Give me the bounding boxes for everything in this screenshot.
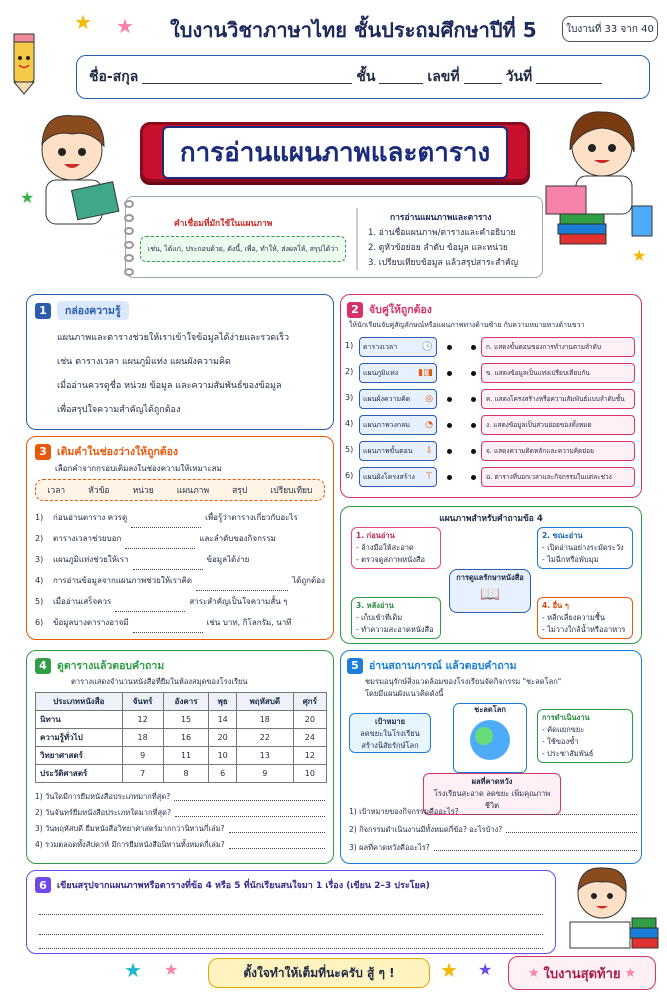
star-icon: ★ — [624, 965, 637, 981]
result-body: โรงเรียนสะอาด ลดขยะ เพิ่มคุณภาพชีวิต — [433, 789, 551, 810]
table-cell: 16 — [163, 729, 209, 747]
section-number: 3 — [35, 444, 51, 460]
match-left-item[interactable] — [359, 363, 437, 383]
question-text: 2) กิจกรรมดำเนินงานมีทั้งหมดกี่ข้อ? อะไรบ้าง? — [349, 825, 503, 834]
fill-blank[interactable] — [133, 549, 203, 570]
question-text: 1) วันใดมีการยืมหนังสือประเภทมากที่สุด? — [35, 792, 171, 801]
question-row — [35, 789, 325, 805]
fill-number: 3) — [35, 555, 44, 564]
title-banner — [140, 122, 530, 182]
table-cell: 22 — [236, 729, 293, 747]
match-right-item: ง. แสดงข้อมูลเป็นส่วนย่อยของทั้งหมด — [481, 415, 635, 435]
match-left-label: แผนภูมิแท่ง — [363, 368, 399, 377]
branch-title: 3. หลังอ่าน — [356, 601, 394, 610]
star-icon: ★ — [124, 958, 142, 982]
fill-text-a: ก่อนอ่านตาราง ควรดู — [53, 513, 128, 522]
section-number: 1 — [35, 303, 51, 319]
knowledge-line: แผนภาพและตารางช่วยให้เราเข้าใจข้อมูลได้ง่ายและรวดเร็ว — [57, 333, 290, 343]
answer-line[interactable] — [39, 919, 543, 935]
question-text: 1) เป้าหมายของกิจกรรมคืออะไร? — [349, 807, 459, 816]
last-worksheet-badge — [508, 956, 656, 990]
star-icon: ★ — [440, 958, 458, 982]
situation-intro: โดยมีแผนผังแนวคิดดังนี้ — [365, 689, 444, 698]
table-cell: 18 — [122, 729, 163, 747]
fill-text-a: เมื่ออ่านเสร็จควร — [53, 597, 112, 606]
answer-line[interactable] — [434, 839, 637, 851]
section-number: 5 — [347, 658, 363, 674]
fill-number: 4) — [35, 576, 44, 585]
bar-chart-icon: ▮▯▮ — [418, 368, 433, 378]
table-row — [36, 765, 327, 783]
section-title: อ่านสถานการณ์ แล้วตอบคำถาม — [369, 660, 517, 672]
table-cell: 9 — [122, 747, 163, 765]
star-icon: ★ — [20, 188, 35, 207]
connectors-box: เช่น, ได้แก่, ประกอบด้วย, ดังนี้, เพื่อ, ทำให้, ส่งผลให้, สรุปได้ว่า — [140, 236, 346, 262]
date-field[interactable] — [536, 70, 602, 84]
situation-intro: ชมรมอนุรักษ์สิ่งแวดล้อมของโรงเรียนจัดกิจกรรม "ชะลดโลก" — [365, 677, 562, 686]
section-title: กล่องความรู้ — [57, 301, 129, 320]
star-icon: ★ — [164, 960, 179, 979]
borrowing-table — [35, 692, 327, 783]
mindmap-branch-during — [537, 527, 633, 569]
knowledge-line: เพื่อสรุปใจความสำคัญได้ถูกต้อง — [57, 405, 181, 415]
notebook-rings — [124, 200, 134, 276]
match-left-label: ตารางเวลา — [363, 342, 398, 351]
section-number: 2 — [347, 302, 363, 318]
activities-box — [537, 709, 633, 763]
match-left-item[interactable] — [359, 415, 437, 435]
mindmap-center — [449, 569, 531, 613]
answer-line[interactable] — [506, 821, 637, 833]
pencil-mascot-icon — [6, 32, 42, 96]
word-bank-item: หน่วย — [132, 486, 154, 496]
word-bank-item: แผนภาพ — [176, 486, 210, 496]
mindmap-branch-before — [351, 527, 441, 569]
fill-text-a: การอ่านข้อมูลจากแผนภาพช่วยให้เราคิด — [53, 576, 193, 585]
branch-title: 1. ก่อนอ่าน — [356, 531, 395, 540]
fill-blank[interactable] — [115, 591, 185, 612]
page-badge: ใบงานที่ 33 จาก 40 — [562, 16, 658, 42]
fill-text-b: เพื่อรู้ว่าตารางเกี่ยวกับอะไร — [205, 513, 298, 522]
name-label: ชื่อ-สกุล — [89, 69, 139, 85]
branch-item: - ล้างมือให้สะอาด — [356, 543, 414, 552]
star-icon: ★ — [74, 10, 92, 34]
table-cell: 10 — [209, 747, 237, 765]
match-number: 1) — [345, 341, 354, 350]
knowledge-line: เมื่ออ่านควรดูชื่อ หน่วย ข้อมูล และความสัมพันธ์ของข้อมูล — [57, 381, 282, 391]
match-dot[interactable] — [447, 475, 452, 480]
class-field[interactable] — [379, 70, 423, 84]
fill-number: 6) — [35, 618, 44, 627]
section-title: เขียนสรุปจากแผนภาพหรือตารางที่ข้อ 4 หรือ 5 ที่นักเรียนสนใจมา 1 เรื่อง (เขียน 2–3 ประโยค) — [57, 881, 430, 891]
table-cell: 24 — [293, 729, 326, 747]
table-cell: นิทาน — [36, 711, 123, 729]
question-text: 2) วันจันทร์ยืมหนังสือประเภทใดมากที่สุด? — [35, 808, 171, 817]
table-caption: ตารางแสดงจำนวนหนังสือที่ยืมในห้องสมุดของโรงเรียน — [71, 677, 248, 686]
table-cell: 6 — [209, 765, 237, 783]
campaign-center — [453, 703, 527, 773]
section-number: 6 — [35, 877, 51, 893]
reading-step: 1. อ่านชื่อแผนภาพ/ตารางและคำอธิบาย — [368, 228, 516, 238]
answer-line[interactable] — [39, 899, 543, 915]
match-dot[interactable] — [447, 449, 452, 454]
section-5-situation — [340, 650, 642, 864]
fill-text-b: เช่น บาท, กิโลกรัม, นาที — [206, 618, 292, 627]
match-dot[interactable] — [471, 475, 476, 480]
match-left-label: แผนภาพวงกลม — [363, 420, 411, 429]
match-left-label: แผนภาพขั้นตอน — [363, 446, 413, 455]
match-number: 4) — [345, 419, 354, 428]
star-icon: ★ — [478, 960, 493, 979]
match-left-item[interactable] — [359, 441, 437, 461]
branch-title: 4. อื่น ๆ — [542, 601, 569, 610]
goal-title: เป้าหมาย — [374, 717, 406, 726]
fill-number: 1) — [35, 513, 44, 522]
question-row — [349, 839, 637, 857]
book-care-mindmap — [340, 506, 642, 644]
knowledge-line: เช่น ตารางเวลา แผนภูมิแท่ง แผนผังความคิด — [57, 357, 231, 367]
section-title: เติมคำในช่องว่างให้ถูกต้อง — [57, 446, 179, 458]
section-4-table — [26, 650, 334, 864]
branch-item: - ทำความสะอาดหนังสือ — [356, 625, 434, 634]
table-header-cell: พุธ — [209, 693, 237, 711]
fill-text-a: แผนภูมิแท่งช่วยให้เรา — [53, 555, 129, 564]
table-row — [36, 711, 327, 729]
notebook-divider — [356, 208, 358, 270]
last-worksheet-label: ใบงานสุดท้าย — [543, 966, 621, 982]
book-icon: 📖 — [480, 584, 500, 603]
banner-title: การอ่านแผนภาพและตาราง — [162, 126, 508, 179]
fill-row — [35, 612, 325, 633]
matching-instruction: ให้นักเรียนจับคู่สัญลักษณ์หรือแผนภาพทางด้านซ้าย กับความหมายทางด้านขวา — [349, 321, 585, 329]
question-text: 3) ผลที่คาดหวังคืออะไร? — [349, 843, 430, 852]
answer-line[interactable] — [174, 789, 325, 801]
question-row — [35, 837, 325, 853]
word-bank-item: หัวข้อ — [88, 486, 110, 496]
fill-row — [35, 591, 325, 612]
table-cell: 18 — [236, 711, 293, 729]
table-header-cell: พฤหัสบดี — [236, 693, 293, 711]
word-bank-item: เวลา — [47, 486, 66, 496]
table-cell: 12 — [122, 711, 163, 729]
question-text: 4) รวมตลอดทั้งสัปดาห์ มีการยืมหนังสือนิทานทั้งหมดกี่เล่ม? — [35, 840, 225, 849]
answer-line[interactable] — [229, 837, 325, 849]
word-bank-item: สรุป — [232, 486, 248, 496]
match-dot[interactable] — [447, 371, 452, 376]
campaign-label: ชะลดโลก — [474, 705, 506, 714]
fill-text-b: สาระสำคัญเป็นใจความสั้น ๆ — [189, 597, 288, 606]
branch-item: - ตรวจดูสภาพหนังสือ — [356, 555, 425, 564]
table-cell: ประวัติศาสตร์ — [36, 765, 123, 783]
match-left-item[interactable] — [359, 337, 437, 357]
activities-title: การดำเนินงาน — [542, 713, 590, 722]
match-dot[interactable] — [447, 423, 452, 428]
section-1-knowledge — [26, 294, 334, 430]
answer-line[interactable] — [175, 805, 325, 817]
connectors-title: คำเชื่อมที่มักใช้ในแผนภาพ — [174, 219, 273, 229]
motto-banner: ตั้งใจทำให้เต็มที่นะครับ สู้ ๆ ! — [208, 958, 430, 988]
match-right-item: ฉ. ตารางที่บอกเวลาและกิจกรรมในแต่ละช่วง — [481, 467, 635, 487]
reading-steps-title: การอ่านแผนภาพและตาราง — [390, 213, 492, 223]
table-header-cell: จันทร์ — [122, 693, 163, 711]
section-6-summary — [26, 870, 556, 954]
table-cell: 15 — [163, 711, 209, 729]
table-row — [36, 729, 327, 747]
table-cell: 13 — [236, 747, 293, 765]
reading-step: 3. เปรียบเทียบข้อมูล แล้วสรุปสาระสำคัญ — [368, 258, 518, 268]
branch-item: - เปิดอ่านอย่างระมัดระวัง — [542, 543, 624, 552]
fill-row — [35, 549, 325, 570]
question-row — [349, 803, 637, 821]
table-header-cell: อังคาร — [163, 693, 209, 711]
branch-item: - เก็บเข้าที่เดิม — [356, 613, 403, 622]
branch-item: - ไม่ฉีกหรือพับมุม — [542, 555, 599, 564]
globe-icon — [470, 720, 510, 760]
mindmap-title: แผนภาพสำหรับคำถามข้อ 4 — [439, 514, 543, 524]
table-cell: 8 — [163, 765, 209, 783]
activity-item: - ประชาสัมพันธ์ — [542, 749, 594, 758]
answer-line[interactable] — [39, 935, 543, 949]
section-number: 4 — [35, 658, 51, 674]
table-cell: 14 — [209, 711, 237, 729]
match-left-item[interactable] — [359, 389, 437, 409]
answer-line[interactable] — [463, 803, 637, 815]
number-label: เลขที่ — [427, 69, 460, 85]
word-bank — [35, 479, 325, 501]
goal-body: ลดขยะในโรงเรียน สร้างนิสัยรักษ์โลก — [360, 729, 420, 750]
name-field[interactable] — [142, 70, 352, 84]
mindmap-icon: ◎ — [425, 394, 433, 404]
fill-text-a: ตารางเวลาช่วยบอก — [53, 534, 122, 543]
table-cell: 11 — [163, 747, 209, 765]
section-3-fill-blank — [26, 436, 334, 640]
table-header-cell: ประเภทหนังสือ — [36, 693, 123, 711]
section-title: จับคู่ให้ถูกต้อง — [369, 304, 432, 316]
star-icon: ★ — [116, 14, 134, 38]
number-field[interactable] — [464, 70, 502, 84]
match-right-item: จ. แสดงความคิดหลักและความคิดย่อย — [481, 441, 635, 461]
page-title: ใบงานวิชาภาษาไทย ชั้นประถมศึกษาปีที่ 5 — [170, 18, 537, 42]
table-cell: 10 — [293, 765, 326, 783]
fill-row — [35, 528, 325, 549]
table-header-cell: ศุกร์ — [293, 693, 326, 711]
fill-blank[interactable] — [133, 612, 203, 633]
question-row — [35, 821, 325, 837]
reading-step: 2. ดูหัวข้อย่อย ลำดับ ข้อมูล และหน่วย — [368, 243, 508, 253]
question-row — [35, 805, 325, 821]
answer-line[interactable] — [229, 821, 326, 833]
reading-steps-list — [368, 226, 518, 271]
match-right-item: ค. แสดงโครงสร้างหรือความสัมพันธ์แบบลำดับชั้น — [481, 389, 635, 409]
org-chart-icon: ⊤ — [425, 472, 433, 482]
match-number: 3) — [345, 393, 354, 402]
match-right-item: ข. แสดงข้อมูลเป็นแท่งเปรียบเทียบกัน — [481, 363, 635, 383]
table-cell: 20 — [209, 729, 237, 747]
activity-item: - ใช้ของซ้ำ — [542, 737, 579, 746]
section-title: ดูตารางแล้วตอบคำถาม — [57, 660, 165, 672]
question-row — [349, 821, 637, 839]
fill-blank[interactable] — [125, 528, 195, 549]
boy-writing-illustration — [562, 860, 660, 958]
student-info-bar — [76, 55, 650, 99]
match-dot[interactable] — [471, 423, 476, 428]
mindmap-branch-other — [537, 597, 633, 639]
goal-box — [349, 713, 431, 753]
fill-row — [35, 570, 325, 591]
flow-icon: ⇩ — [425, 446, 433, 456]
branch-item: - ไม่วางใกล้น้ำหรืออาหาร — [542, 625, 626, 634]
branch-title: 2. ขณะอ่าน — [542, 531, 583, 540]
match-left-label: แผนผังความคิด — [363, 394, 411, 403]
fill-blank[interactable] — [196, 570, 288, 591]
match-dot[interactable] — [447, 345, 452, 350]
fill-blank[interactable] — [131, 507, 201, 528]
boy-reading-illustration — [24, 104, 134, 230]
table-cell: 12 — [293, 747, 326, 765]
clock-icon: 🕓 — [421, 342, 433, 352]
match-left-label: แผนผังโครงสร้าง — [363, 472, 415, 481]
fill-number: 2) — [35, 534, 44, 543]
mindmap-branch-after — [351, 597, 441, 639]
branch-item: - หลีกเลี่ยงความชื้น — [542, 613, 605, 622]
match-dot[interactable] — [471, 397, 476, 402]
girl-reading-illustration — [540, 96, 660, 256]
table-row — [36, 747, 327, 765]
table-cell: ความรู้ทั่วไป — [36, 729, 123, 747]
mindmap-center-label: การดูแลรักษาหนังสือ — [456, 573, 524, 582]
fill-text-a: ข้อมูลบางตารางอาจมี — [53, 618, 129, 627]
match-number: 6) — [345, 471, 354, 480]
match-number: 5) — [345, 445, 354, 454]
table-cell: 20 — [293, 711, 326, 729]
fill-row — [35, 507, 325, 528]
class-label: ชั้น — [356, 69, 376, 85]
table-cell: วิทยาศาสตร์ — [36, 747, 123, 765]
match-dot[interactable] — [447, 397, 452, 402]
star-icon: ★ — [632, 246, 647, 265]
fill-instruction: เลือกคำจากกรอบเติมลงในช่องความให้เหมาะสม — [55, 464, 222, 473]
result-title: ผลที่คาดหวัง — [471, 777, 513, 786]
match-left-item[interactable] — [359, 467, 437, 487]
star-icon: ★ — [527, 965, 540, 981]
section-2-matching — [340, 294, 642, 498]
match-number: 2) — [345, 367, 354, 376]
fill-text-b: ได้ถูกต้อง — [292, 576, 325, 585]
table-cell: 9 — [236, 765, 293, 783]
activity-item: - คัดแยกขยะ — [542, 725, 585, 734]
date-label: วันที่ — [505, 69, 533, 85]
fill-text-b: และลำดับของกิจกรรม — [199, 534, 276, 543]
pie-chart-icon: ◔ — [425, 420, 433, 430]
question-text: 3) วันพฤหัสบดี ยืมหนังสือวิทยาศาสตร์มากกว่านิทานกี่เล่ม? — [35, 824, 225, 833]
match-right-item: ก. แสดงขั้นตอนของการทำงานตามลำดับ — [481, 337, 635, 357]
word-bank-item: เปรียบเทียบ — [270, 486, 313, 496]
table-cell: 7 — [122, 765, 163, 783]
fill-number: 5) — [35, 597, 44, 606]
match-dot[interactable] — [471, 449, 476, 454]
fill-text-b: ข้อมูลได้ง่าย — [206, 555, 250, 564]
match-dot[interactable] — [471, 371, 476, 376]
match-dot[interactable] — [471, 345, 476, 350]
